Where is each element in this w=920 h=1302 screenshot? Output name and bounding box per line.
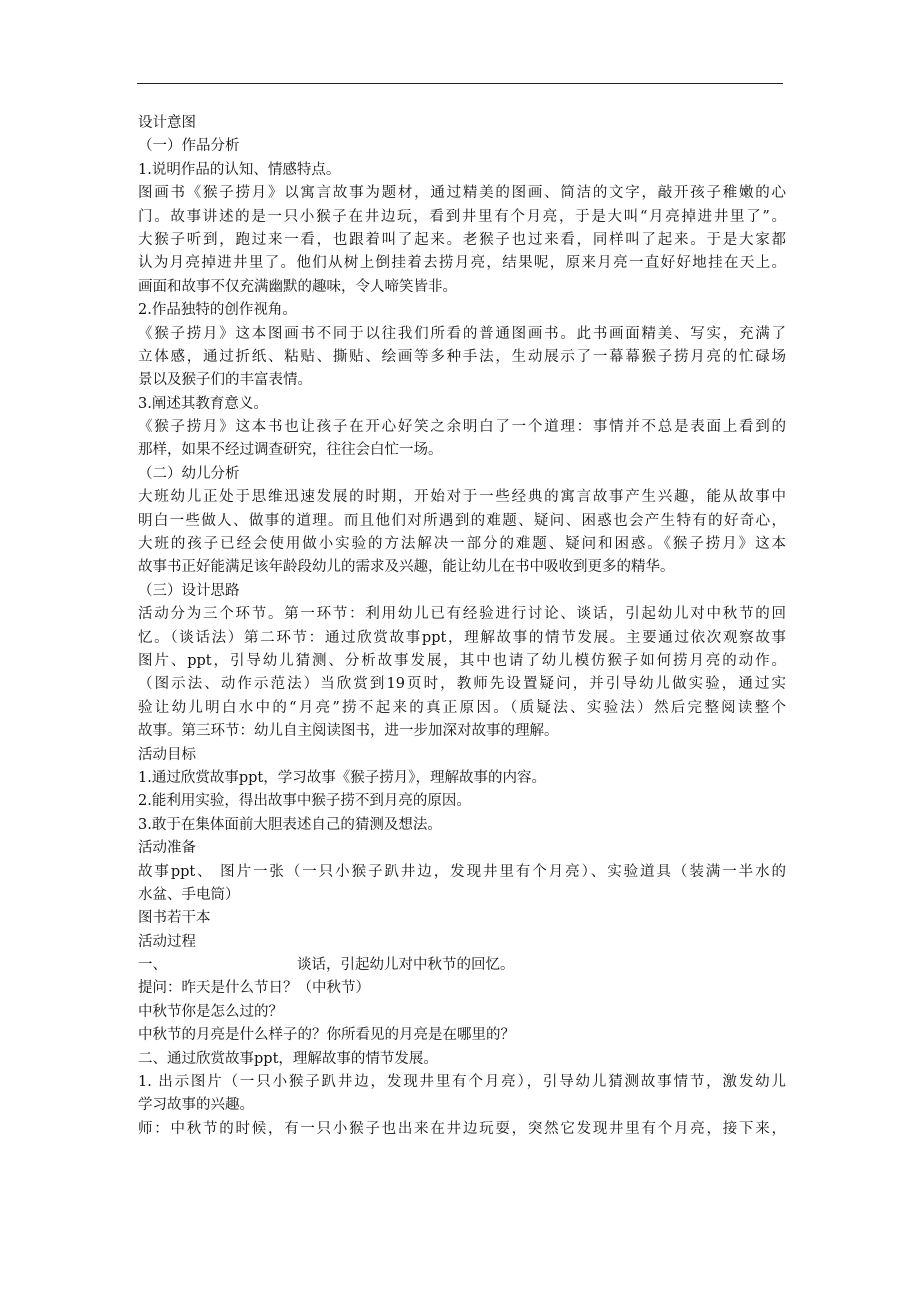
text-line: 1. 出示图片（一只小猴子趴井边，发现井里有个月亮），引导幼儿猜测故事情节，激发幼儿 — [138, 1074, 786, 1091]
text-line: 2.作品独特的创作视角。 — [138, 302, 297, 319]
text-line: 那样，如果不经过调查研究，往往会白忙一场。 — [138, 442, 443, 459]
header-rule — [137, 83, 783, 84]
text-line: 立体感，通过折纸、粘贴、撕贴、绘画等多种手法，生动展示了一幕幕猴子捞月亮的忙碌场 — [138, 348, 786, 365]
text-line: 大猴子听到，跑过来一看，也跟着叫了起来。老猴子也过来看，同样叫了起来。于是大家都 — [138, 231, 786, 248]
text-line: 验让幼儿明白水中的“月亮”捞不起来的真正原因。（质疑法、实验法）然后完整阅读整个 — [138, 699, 786, 716]
text-line-tail: 谈话，引起幼儿对中秋节的回忆。 — [297, 957, 515, 974]
text-line: 忆。（谈话法）第二环节：通过欣赏故事ppt，理解故事的情节发展。主要通过依次观察故事 — [138, 629, 786, 646]
text-line: （图示法、动作示范法）当欣赏到19页时，教师先设置疑问，并引导幼儿做实验，通过实 — [138, 676, 786, 693]
text-line — [138, 954, 786, 977]
text-line: 故事ppt、 图片一张（一只小猴子趴井边，发现井里有个月亮）、实验道具（装满一半水的 — [138, 863, 786, 880]
text-line: 画面和故事不仅充满幽默的趣味，令人啼笑皆非。 — [138, 278, 457, 295]
text-line: 3.敢于在集体面前大胆表述自己的猜测及想法。 — [138, 816, 442, 833]
text-line: 图片、ppt，引导幼儿猜测、分析故事发展，其中也请了幼儿模仿猴子如何捞月亮的动作。 — [138, 652, 786, 669]
text-line: 学习故事的兴趣。 — [138, 1097, 254, 1114]
text-line: 图画书《猴子捞月》以寓言故事为题材，通过精美的图画、简洁的文字，敲开孩子稚嫩的心 — [138, 185, 786, 202]
document-body — [138, 112, 786, 1141]
text-line: 大班幼儿正处于思维迅速发展的时期，开始对于一些经典的寓言故事产生兴趣，能从故事中 — [138, 489, 786, 506]
text-line: 2.能利用实验，得出故事中猴子捞不到月亮的原因。 — [138, 793, 471, 810]
text-line: 明白一些做人、做事的道理。而且他们对所遇到的难题、疑问、困惑也会产生特有的好奇心， — [138, 512, 786, 529]
text-line-prefix: 一、 — [138, 957, 167, 974]
text-line: （二）幼儿分析 — [138, 465, 240, 482]
text-line: （三）设计思路 — [138, 582, 240, 599]
text-line: 《猴子捞月》这本书也让孩子在开心好笑之余明白了一个道理：事情并不总是表面上看到的 — [138, 419, 786, 436]
text-line: 故事书正好能满足该年龄段幼儿的需求及兴趣，能让幼儿在书中吸收到更多的精华。 — [138, 559, 675, 576]
text-line: 认为月亮掉进井里了。他们从树上倒挂着去捞月亮，结果呢，原来月亮一直好好地挂在天上。 — [138, 255, 786, 272]
text-line: 水盆、手电筒） — [138, 886, 240, 903]
text-line: 《猴子捞月》这本图画书不同于以往我们所看的普通图画书。此书画面精美、写实，充满了 — [138, 325, 786, 342]
text-line: 师：中秋节的时候，有一只小猴子也出来在井边玩耍，突然它发现井里有个月亮，接下来， — [138, 1120, 786, 1137]
text-line: 活动准备 — [138, 840, 196, 857]
text-line: 3.阐述其教育意义。 — [138, 395, 268, 412]
text-line: 设计意图 — [138, 115, 196, 131]
text-line: 二、通过欣赏故事ppt，理解故事的情节发展。 — [138, 1050, 438, 1067]
text-line: 大班的孩子已经会使用做小实验的方法解决一部分的难题、疑问和困惑。《猴子捞月》这本 — [138, 536, 786, 553]
text-line: （一）作品分析 — [138, 138, 240, 155]
text-line: 1.说明作品的认知、情感特点。 — [138, 161, 341, 178]
text-line: 景以及猴子们的丰富表情。 — [138, 372, 312, 389]
text-line: 中秋节你是怎么过的？ — [138, 1003, 283, 1020]
text-line: 活动过程 — [138, 933, 196, 950]
text-line: 门。故事讲述的是一只小猴子在井边玩，看到井里有个月亮，于是大叫“月亮掉进井里了”。 — [138, 208, 786, 225]
text-line: 活动目标 — [138, 746, 196, 763]
text-line: 中秋节的月亮是什么样子的？你所看见的月亮是在哪里的？ — [138, 1027, 515, 1044]
text-line: 故事。第三环节：幼儿自主阅读图书，进一步加深对故事的理解。 — [138, 723, 559, 740]
text-line: 提问：昨天是什么节日？（中秋节） — [138, 980, 370, 997]
text-line: 图书若干本 — [138, 910, 211, 927]
text-line: 活动分为三个环节。第一环节：利用幼儿已有经验进行讨论、谈话，引起幼儿对中秋节的回 — [138, 606, 786, 623]
text-line: 1.通过欣赏故事ppt，学习故事《猴子捞月》，理解故事的内容。 — [138, 769, 546, 786]
